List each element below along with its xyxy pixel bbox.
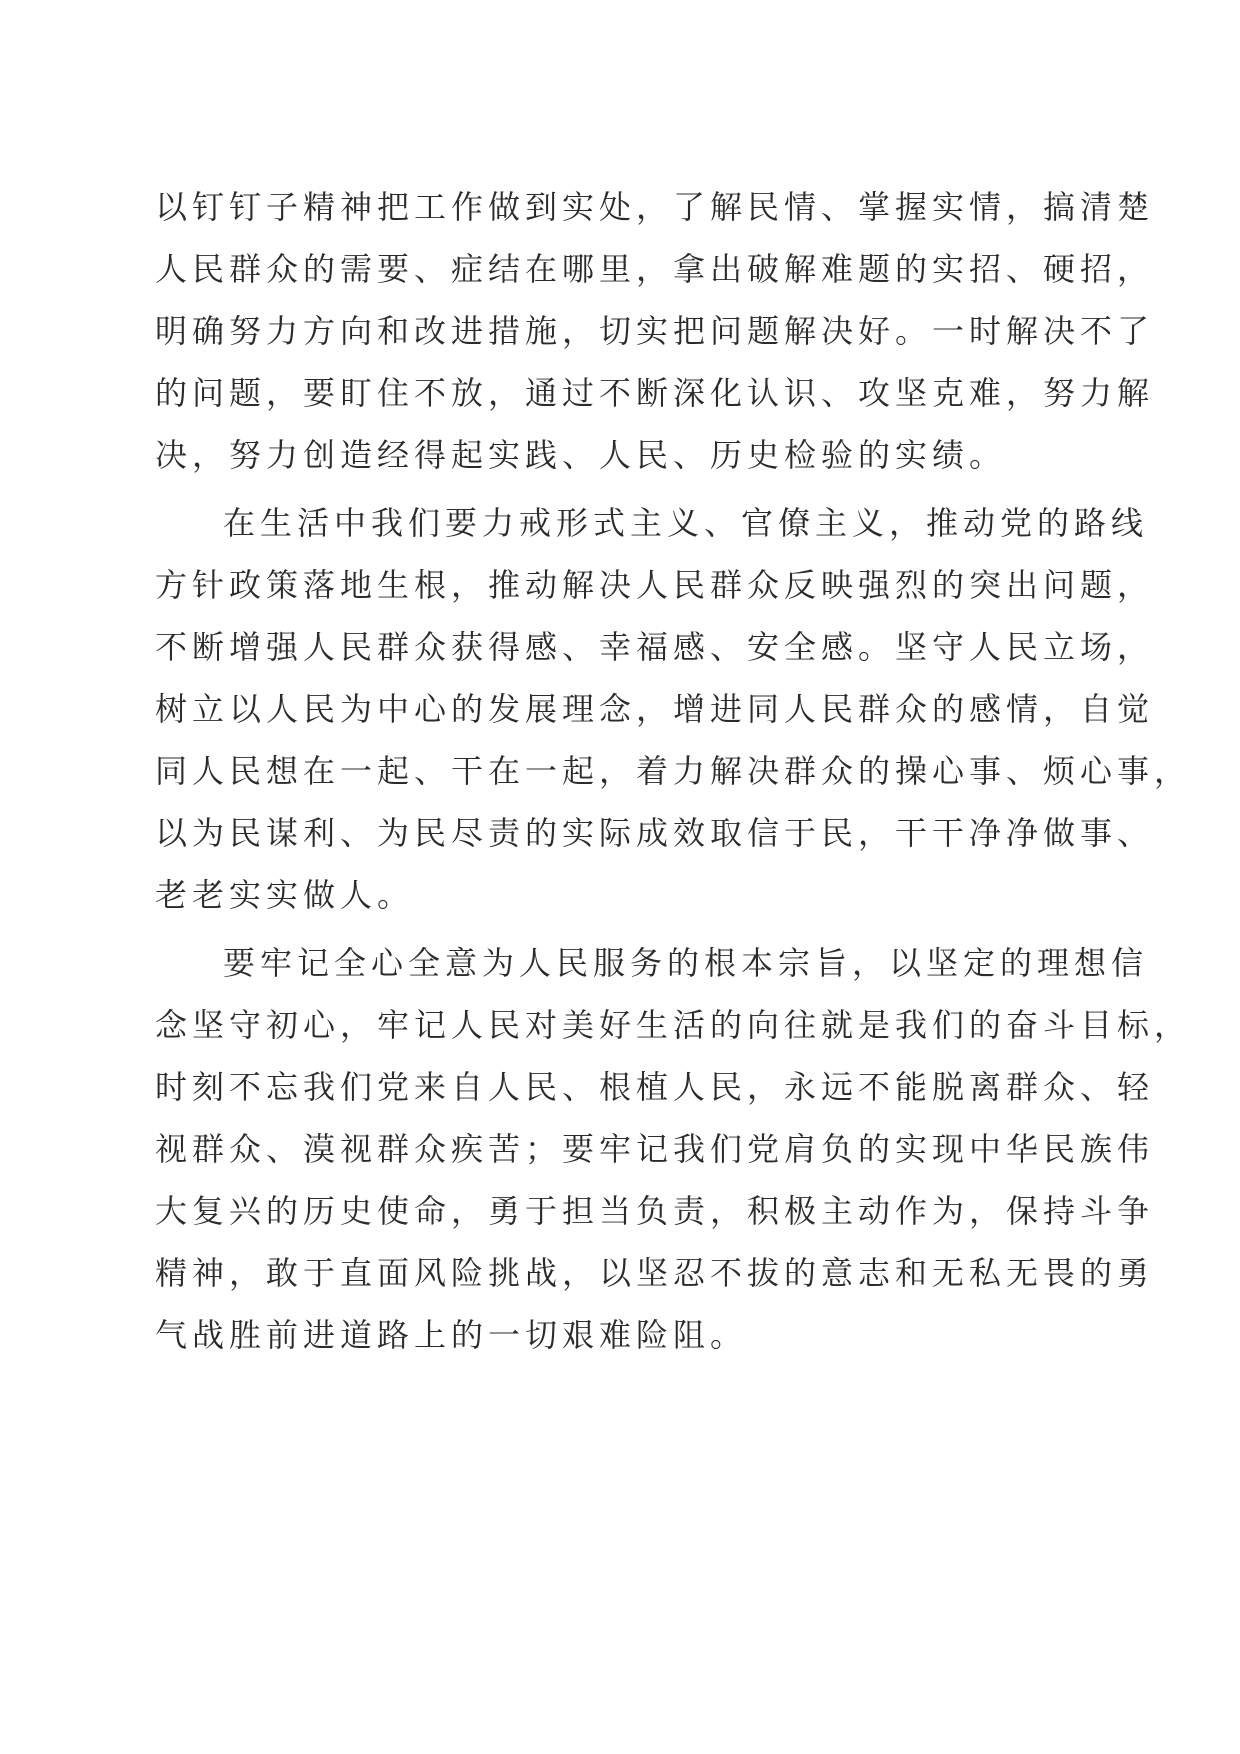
text-line: 不断增强人民群众获得感、幸福感、安全感。坚守人民立场， (155, 628, 1155, 666)
paragraph-1 (155, 185, 1155, 495)
paragraph-3 (155, 941, 1192, 1375)
text-line: 的问题，要盯住不放，通过不断深化认识、攻坚克难，努力解 (155, 374, 1155, 412)
text-line: 视群众、漠视群众疾苦；要牢记我们党肩负的实现中华民族伟 (155, 1130, 1155, 1168)
text-line: 精神，敢于直面风险挑战，以坚忍不拔的意志和无私无畏的勇 (155, 1254, 1155, 1292)
body-text (155, 185, 1192, 1375)
text-line: 方针政策落地生根，推动解决人民群众反映强烈的突出问题， (155, 566, 1155, 604)
text-line: 时刻不忘我们党来自人民、根植人民，永远不能脱离群众、轻 (155, 1068, 1155, 1106)
text-line: 气战胜前进道路上的一切艰难险阻。 (155, 1316, 748, 1354)
text-line: 同人民想在一起、干在一起，着力解决群众的操心事、烦心事， (155, 752, 1192, 790)
text-line: 大复兴的历史使命，勇于担当负责，积极主动作为，保持斗争 (155, 1192, 1155, 1230)
text-line: 老老实实做人。 (155, 876, 415, 914)
text-line: 在生活中我们要力戒形式主义、官僚主义，推动党的路线 (223, 504, 1149, 542)
text-line: 念坚守初心，牢记人民对美好生活的向往就是我们的奋斗目标， (155, 1006, 1192, 1044)
text-line: 以为民谋利、为民尽责的实际成效取信于民，干干净净做事、 (155, 814, 1155, 852)
text-line: 以钉钉子精神把工作做到实处，了解民情、掌握实情，搞清楚 (155, 188, 1155, 226)
text-line: 明确努力方向和改进措施，切实把问题解决好。一时解决不了 (155, 312, 1155, 350)
text-line: 树立以人民为中心的发展理念，增进同人民群众的感情，自觉 (155, 690, 1155, 728)
text-line: 要牢记全心全意为人民服务的根本宗旨，以坚定的理想信 (223, 944, 1149, 982)
text-line: 决，努力创造经得起实践、人民、历史检验的实绩。 (155, 436, 1007, 474)
text-line: 人民群众的需要、症结在哪里，拿出破解难题的实招、硬招， (155, 250, 1155, 288)
paragraph-2 (155, 501, 1192, 935)
